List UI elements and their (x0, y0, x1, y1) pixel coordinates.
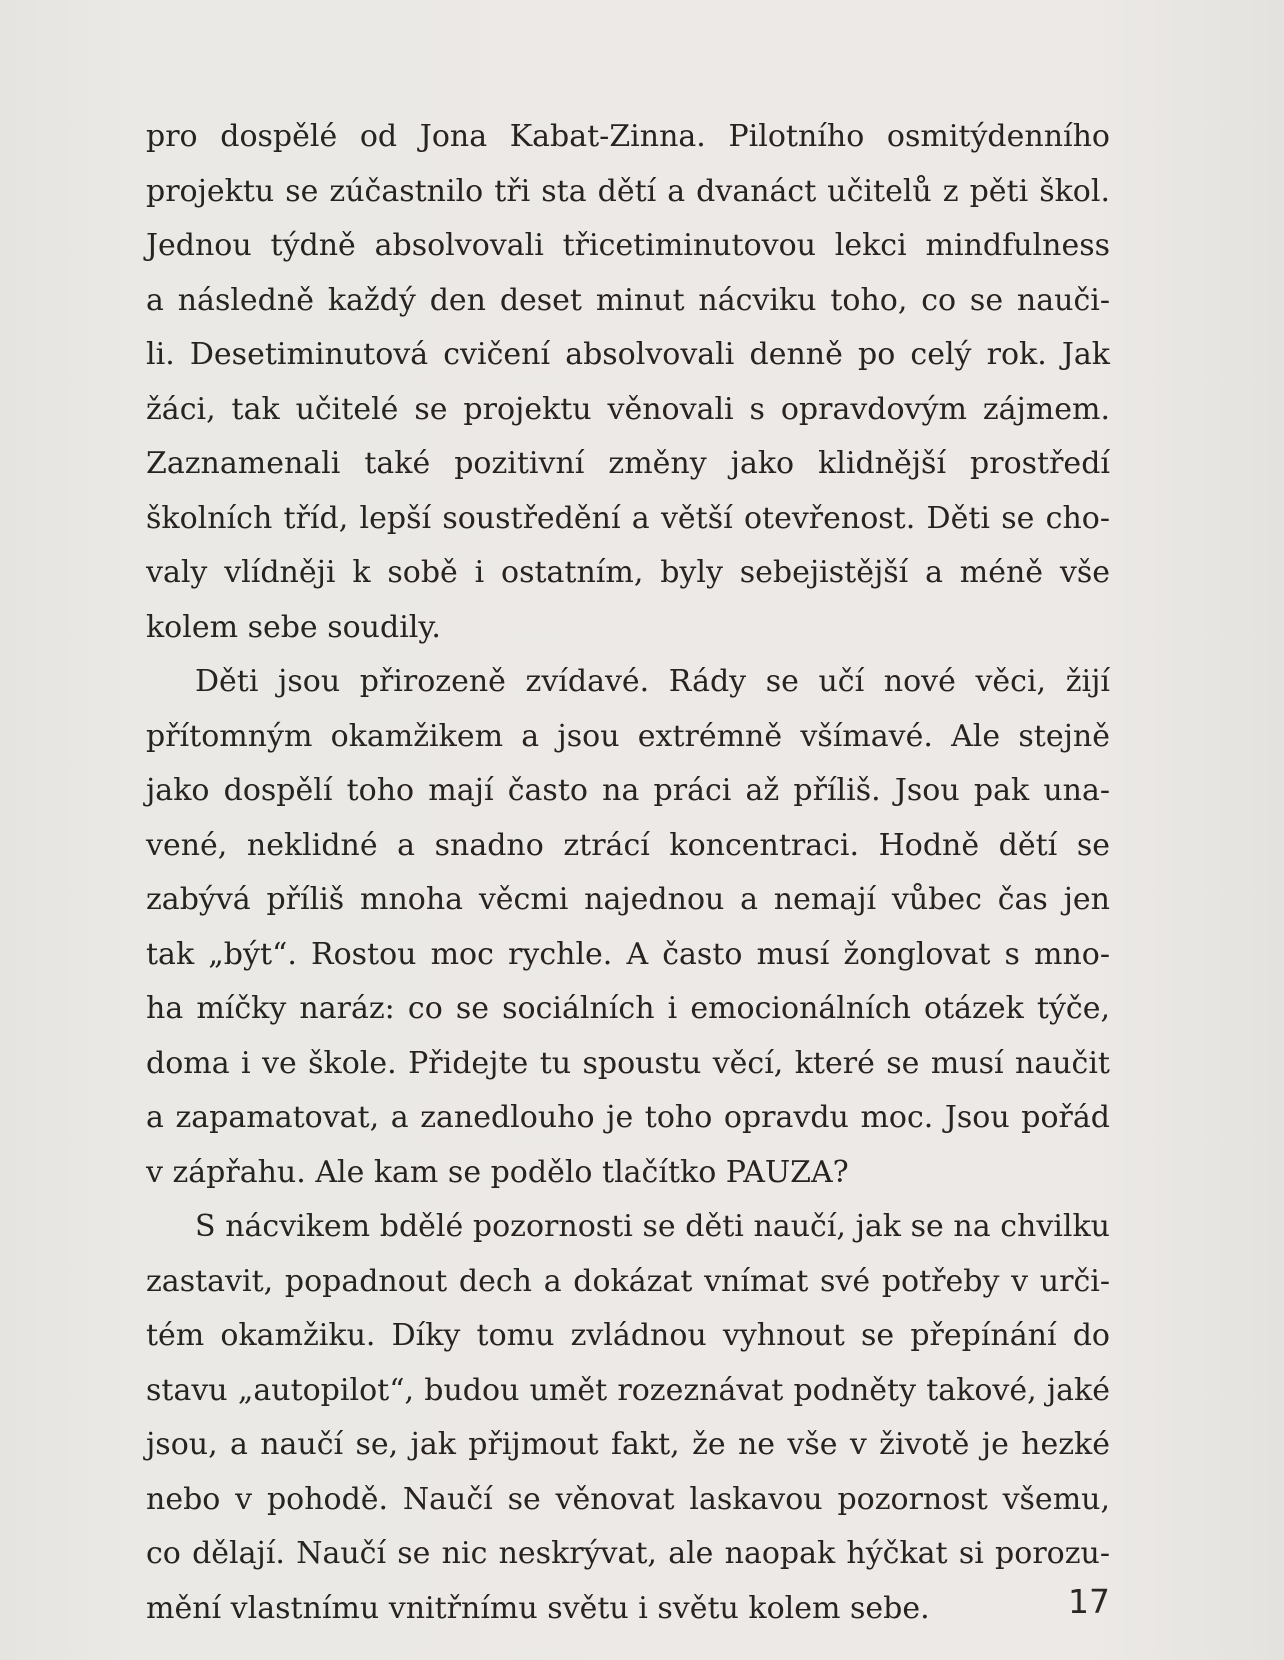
text-line: li. Desetiminutová cvičení absolvovali denně po celý rok. Jak (146, 337, 1110, 372)
paragraph-3 (146, 1200, 1110, 1636)
text-line: zabývá příliš mnoha věcmi najednou a nemají vůbec čas jen (146, 882, 1110, 917)
text-line: kolem sebe soudily. (146, 609, 441, 645)
paragraph-2 (146, 655, 1110, 1200)
text-line: jako dospělí toho mají často na práci až příliš. Jsou pak una- (146, 773, 1110, 808)
text-line: jsou, a naučí se, jak přijmout fakt, že ne vše v životě je hezké (146, 1427, 1110, 1462)
body-text (146, 110, 1110, 1636)
text-line: valy vlídněji k sobě i ostatním, byly sebejistější a méně vše (146, 555, 1110, 590)
text-line: stavu „autopilot“, budou umět rozeznávat podněty takové, jaké (146, 1372, 1110, 1408)
text-line: vené, neklidné a snadno ztrácí koncentraci. Hodně dětí se (146, 827, 1110, 863)
text-line: ha míčky naráz: co se sociálních i emocionálních otázek týče, (146, 991, 1110, 1026)
page-number: 17 (1068, 1582, 1110, 1621)
paragraph-1 (146, 110, 1110, 655)
text-line: zastavit, popadnout dech a dokázat vnímat své potřeby v urči- (146, 1263, 1110, 1299)
text-line: co dělají. Naučí se nic neskrývat, ale naopak hýčkat si porozu- (146, 1536, 1110, 1571)
text-line: doma i ve škole. Přidejte tu spoustu věcí, které se musí naučit (146, 1045, 1110, 1081)
text-line: mění vlastnímu vnitřnímu světu i světu kolem sebe. (146, 1590, 930, 1626)
text-line: Zaznamenali také pozitivní změny jako klidnější prostředí (146, 446, 1110, 481)
text-line: a následně každý den deset minut nácviku toho, co se nauči- (146, 282, 1110, 318)
text-line: tém okamžiku. Díky tomu zvládnou vyhnout se přepínání do (146, 1318, 1110, 1353)
text-line: nebo v pohodě. Naučí se věnovat laskavou pozornost všemu, (146, 1481, 1110, 1517)
text-line: Jednou týdně absolvovali třicetiminutovou lekci mindfulness (146, 228, 1110, 263)
text-line: S nácvikem bdělé pozornosti se děti naučí, jak se na chvilku (195, 1209, 1110, 1244)
text-line: a zapamatovat, a zanedlouho je toho opravdu moc. Jsou pořád (146, 1100, 1110, 1135)
text-line: projektu se zúčastnilo tři sta dětí a dvanáct učitelů z pěti škol. (146, 173, 1110, 209)
text-line: přítomným okamžikem a jsou extrémně všímavé. Ale stejně (146, 718, 1110, 754)
text-line: pro dospělé od Jona Kabat-Zinna. Pilotního osmitýdenního (146, 119, 1110, 154)
text-line: školních tříd, lepší soustředění a větší otevřenost. Děti se cho- (146, 500, 1110, 536)
text-line: v zápřahu. Ale kam se podělo tlačítko PAUZA? (146, 1154, 849, 1190)
text-line: Děti jsou přirozeně zvídavé. Rády se učí nové věci, žijí (195, 664, 1110, 699)
text-line: žáci, tak učitelé se projektu věnovali s opravdovým zájmem. (146, 391, 1110, 427)
text-line: tak „být“. Rostou moc rychle. A často musí žonglovat s mno- (146, 936, 1110, 972)
